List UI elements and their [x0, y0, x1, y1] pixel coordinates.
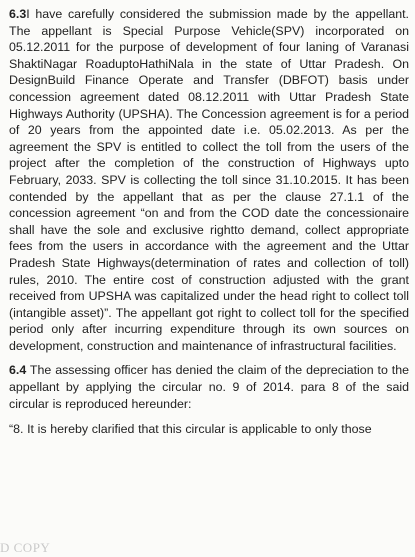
paragraph-number: 6.4 [9, 363, 27, 378]
paragraph-6-4 [9, 362, 409, 412]
paragraph-6-3 [9, 6, 409, 354]
paragraph-text: I have carefully considered the submission made by the appellant. The appellant is Special Purpose Vehicle(SPV) incorporated on 05.12.2011 for the purpose of development of four laning of Varanasi ShaktiNagar RoaduptoHathiNala in the state of Uttar Pradesh. On DesignBuild Finance Operate and Transfer (DBFOT) basis under concession agreement dated 08.12.2011 with Uttar Pradesh State Highways Authority (UPSHA). The Concession agreement is for a period of 20 years from the appointed date i.e. 05.02.2013. As per the agreement the SPV is entitled to collect the toll from the users of the project after the completion of the construction of Highways upto February, 2033. SPV is collecting the toll since 31.10.2015. It has been contended by the appellant that as per the clause 27.1.1 of the concession agreement “on and from the COD date the concessionaire shall have the sole and exclusive rightto demand, collect appropriate fees from the users in accordance with the agreement and the Uttar Pradesh State Highways(determination of rates and collection of toll) rules, 2010. The entire cost of construction adjusted with the grant received from UPSHA was capitalized under the head right to collect toll (intangible asset)”. The appellant got right to collect toll for the specified period only after incurring expenditure through its own sources on development, construction and maintenance of infrastructural facilities. [9, 7, 409, 353]
paragraph-text: The assessing officer has denied the claim of the depreciation to the appellant by applying the circular no. 9 of 2014. para 8 of the said circular is reproduced hereunder: [9, 363, 409, 411]
certified-copy-watermark: D COPY [0, 540, 51, 555]
quoted-circular-text: “8. It is hereby clarified that this circular is applicable to only those [9, 422, 372, 437]
document-page [9, 6, 409, 438]
paragraph-number: 6.3 [9, 7, 27, 21]
